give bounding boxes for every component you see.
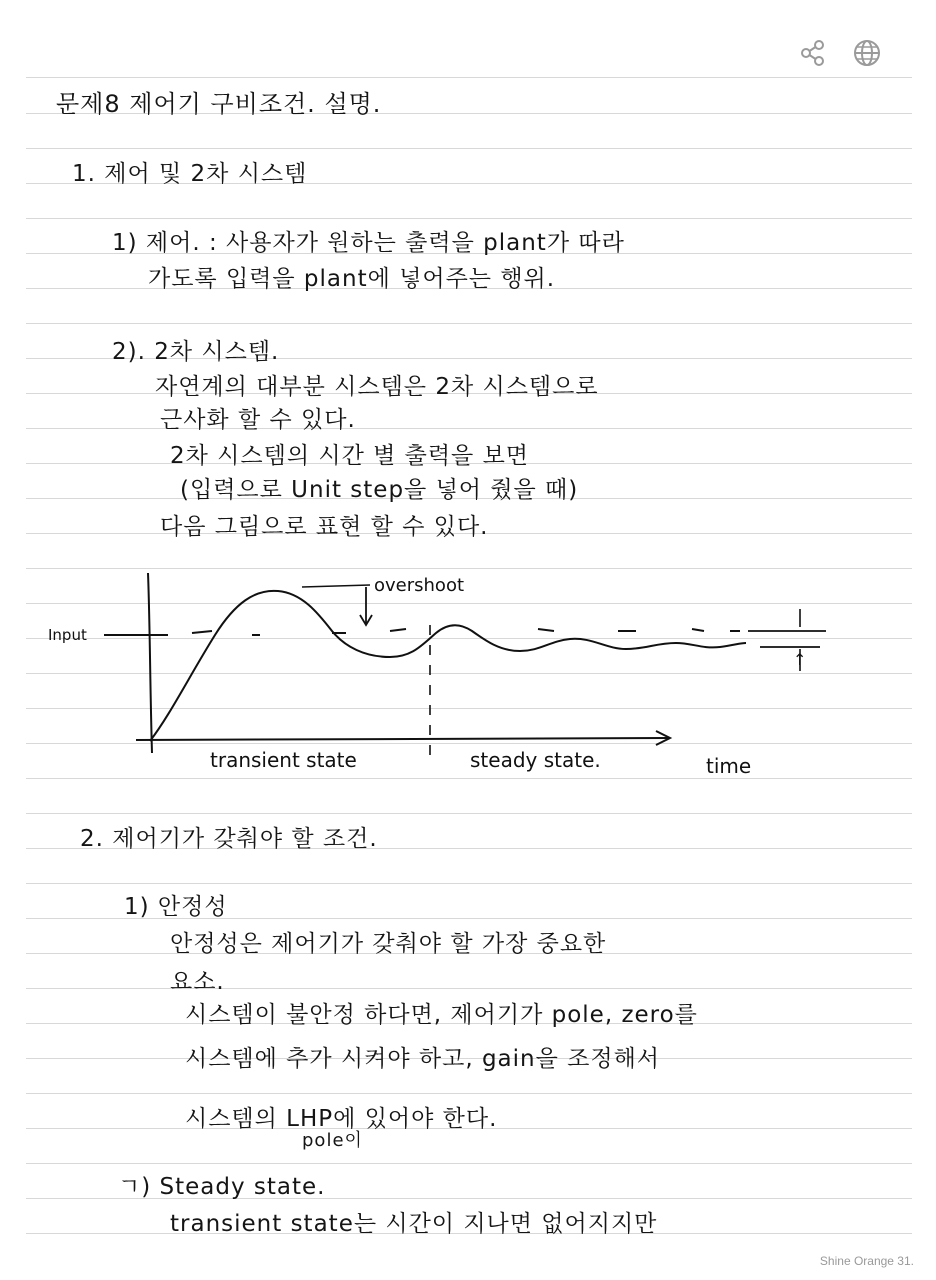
axis-label-steady: steady state.: [470, 748, 601, 772]
section1-item2-line: (입력으로 Unit step을 넣어 줬을 때): [180, 477, 579, 503]
section1-item2-line: 근사화 할 수 있다.: [160, 407, 356, 433]
overshoot-line: [302, 585, 370, 587]
page-title: 문제8 제어기 구비조건. 설명.: [56, 90, 382, 118]
section2-item1-line: 안정성은 제어기가 갖춰야 할 가장 중요한: [170, 931, 607, 957]
input-label: Input: [48, 626, 87, 644]
section1-item2-line: 2차 시스템의 시간 별 출력을 보면: [170, 443, 530, 469]
section2-item2-line1: transient state는 시간이 지나면 없어지지만: [170, 1211, 658, 1237]
axis-label-transient: transient state: [210, 748, 357, 772]
section2-item1-note: pole이: [302, 1130, 363, 1151]
section2-heading: 2. 제어기가 갖춰야 할 조건.: [80, 826, 378, 852]
section1-item1-line1: 1) 제어. : 사용자가 원하는 출력을 plant가 따라: [112, 230, 625, 256]
y-axis: [148, 573, 152, 753]
globe-icon[interactable]: [852, 38, 882, 68]
share-icon[interactable]: [798, 38, 828, 68]
top-toolbar: [798, 38, 882, 68]
response-curve: [150, 591, 746, 741]
section2-item1-line: 요소.: [170, 969, 225, 995]
section1-item2-heading: 2). 2차 시스템.: [112, 339, 280, 365]
step-response-sketch: [40, 565, 840, 785]
tolerance-label: ↑: [793, 650, 807, 669]
section1-item2-line: 자연계의 대부분 시스템은 2차 시스템으로: [155, 374, 599, 400]
section2-item1-line: 시스템에 추가 시켜야 하고, gain을 조정해서: [185, 1046, 661, 1072]
section1-item2-line: 다음 그림으로 표현 할 수 있다.: [160, 514, 489, 540]
section2-item1-line: 시스템이 불안정 하다면, 제어기가 pole, zero를: [185, 1002, 698, 1028]
axis-label-time: time: [706, 754, 752, 778]
input-dashes: [192, 629, 740, 635]
x-axis: [136, 738, 668, 740]
section2-item2-heading: ㄱ) Steady state.: [118, 1174, 326, 1200]
section2-item1-line: 시스템의 LHP에 있어야 한다.: [185, 1106, 498, 1132]
section1-item1-line2: 가도록 입력을 plant에 넣어주는 행위.: [148, 266, 556, 292]
footer-watermark: Shine Orange 31.: [819, 1254, 914, 1268]
section2-item1-heading: 1) 안정성: [124, 894, 228, 920]
section1-heading: 1. 제어 및 2차 시스템: [72, 161, 308, 187]
overshoot-label: overshoot: [374, 575, 465, 596]
